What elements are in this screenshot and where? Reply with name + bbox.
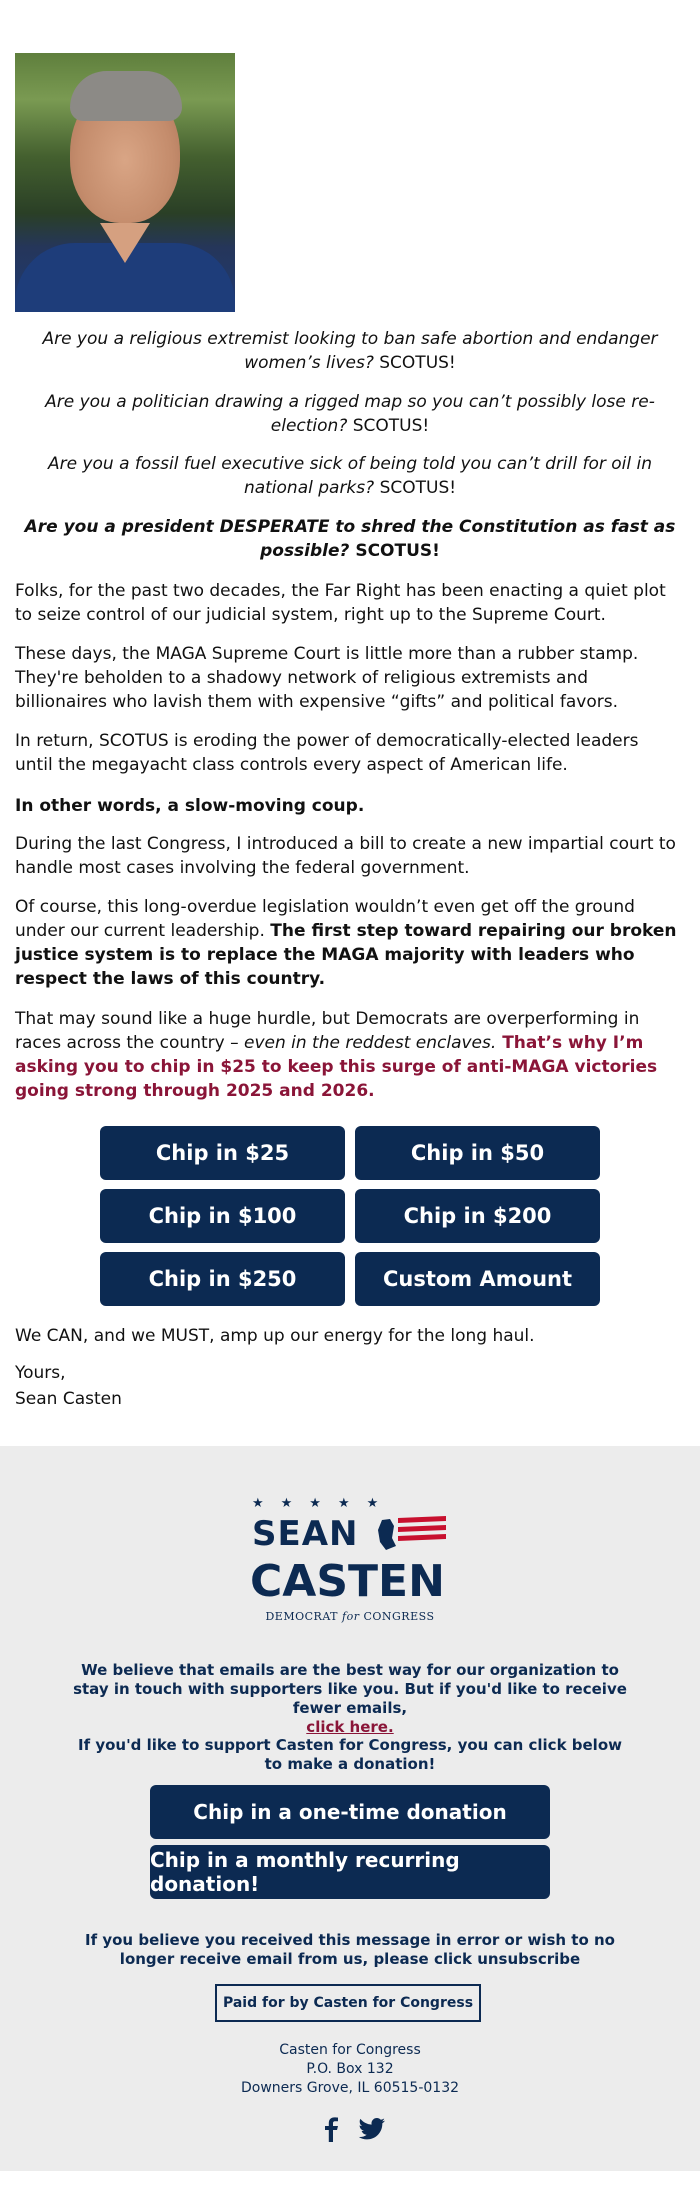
portrait-photo: [15, 53, 235, 312]
chip-25-button[interactable]: Chip in $25: [100, 1126, 345, 1180]
question-2: Are you a politician drawing a rigged map so you can’t possibly lose re-election? SCOTUS!: [45, 392, 655, 436]
flag-stripes-icon: [368, 1516, 448, 1552]
paragraph-2: These days, the MAGA Supreme Court is little more than a rubber stamp. They're beholden to a shadowy network of religious extremists and billionaires who lavish them with expensive “gifts” and political favors.: [15, 644, 639, 712]
paragraph-5: During the last Congress, I introduced a bill to create a new impartial court to handle most cases involving the federal government.: [15, 834, 676, 878]
chip-50-button[interactable]: Chip in $50: [355, 1126, 600, 1180]
logo-casten: CASTEN: [250, 1556, 445, 1607]
paragraph-6: Of course, this long-overdue legislation wouldn’t even get off the ground under our current leadership. The first step toward repairing our broken justice system is to replace the MAGA majority with leaders who respect the laws of this country.: [15, 897, 677, 989]
monthly-donation-button[interactable]: Chip in a monthly recurring donation!: [150, 1845, 550, 1899]
chip-250-button[interactable]: Chip in $250: [100, 1252, 345, 1306]
one-time-donation-button[interactable]: Chip in a one-time donation: [150, 1785, 550, 1839]
paragraph-3: In return, SCOTUS is eroding the power of democratically-elected leaders until the megayacht class controls every aspect of American life.: [15, 731, 639, 775]
question-1: Are you a religious extremist looking to ban safe abortion and endanger women’s lives? SCOTUS!: [42, 329, 658, 373]
paragraph-4: In other words, a slow-moving coup.: [15, 796, 365, 816]
chip-200-button[interactable]: Chip in $200: [355, 1189, 600, 1243]
support-text: If you'd like to support Casten for Congress, you can click below to make a donation!: [78, 1736, 622, 1773]
stars-icon: ★★★★★: [252, 1496, 396, 1511]
paragraph-1: Folks, for the past two decades, the Far Right has been enacting a quiet plot to seize control of our judicial system, right up to the Supreme Court.: [15, 581, 666, 625]
address-line-2: P.O. Box 132: [306, 2061, 394, 2077]
custom-amount-button[interactable]: Custom Amount: [355, 1252, 600, 1306]
casten-logo: [240, 1496, 460, 1626]
chip-100-button[interactable]: Chip in $100: [100, 1189, 345, 1243]
twitter-icon[interactable]: [358, 2118, 386, 2140]
unsubscribe-text: If you believe you received this message in error or wish to no longer receive email from us, please click unsubscribe: [85, 1931, 615, 1968]
paid-for-box: Paid for by Casten for Congress: [215, 1984, 481, 2022]
logo-sean: SEAN: [252, 1514, 359, 1554]
footer: [0, 1446, 700, 2171]
paragraph-7: That may sound like a huge hurdle, but Democrats are overperforming in races across the country – even in the reddest enclaves. That’s why I’m asking you to chip in $25 to keep this surge of anti-MAGA victories going strong through 2025 and 2026.: [15, 1009, 658, 1101]
click-here-link[interactable]: click here.: [306, 1718, 394, 1736]
address-line-3: Downers Grove, IL 60515-0132: [240, 2080, 460, 2096]
question-3: Are you a fossil fuel executive sick of being told you can’t drill for oil in national parks? SCOTUS!: [47, 454, 653, 498]
question-4: Are you a president DESPERATE to shred the Constitution as fast as possible? SCOTUS!: [24, 517, 676, 561]
signature-name: Sean Casten: [15, 1389, 122, 1409]
sign-off: Yours,: [15, 1363, 66, 1383]
facebook-icon[interactable]: [322, 2116, 340, 2142]
address-line-1: Casten for Congress: [279, 2042, 421, 2058]
fewer-emails-text: We believe that emails are the best way for our organization to stay in touch with supporters like you. But if you'd like to receive fewer emails, click here.: [73, 1661, 627, 1736]
logo-subtitle: DEMOCRAT for CONGRESS: [265, 1610, 435, 1623]
paragraph-8: We CAN, and we MUST, amp up our energy for the long haul.: [15, 1326, 535, 1346]
